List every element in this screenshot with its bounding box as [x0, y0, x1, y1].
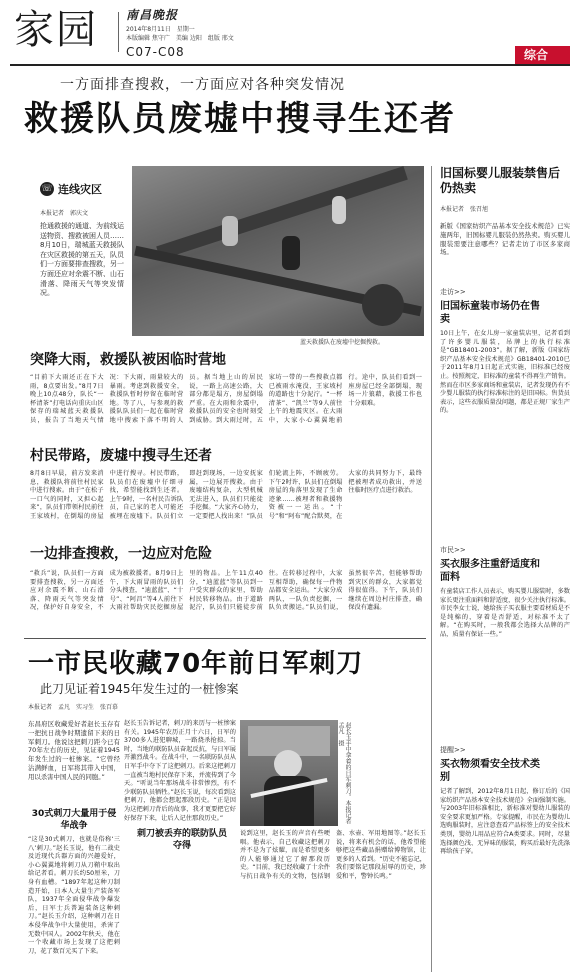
- feature-intro: 东昌府区收藏爱好者赵长玉存有一把抗日战争时期遗留下来的日军刺刀。他说这把刺刀距今已有70年左右的历史，见证着1945年发生过的一桩惨案。“它曾经沾满鲜血，日军将其带入中国，用以杀害中国人民的同胞。”: [28, 720, 120, 781]
- feature-subhead: 此刀见证着1945年发生过的一桩惨案: [40, 682, 239, 696]
- editor-line: 本版编辑 焦守广 美编 边阳 组版 邢文: [126, 35, 234, 42]
- newspaper-logo: 南昌晚报: [126, 8, 179, 22]
- lead-section-body-3: “救兵”说，队员们一方面要排查搜救，另一方面还应对余震不断、山石滑落、降雨天气等突发情况，保护好自身安全，不成为被救援者。8月9日上午，下大雨冒雨的队员们分头搜查，“迪蓝蓝”、“十号”、“阿昌”等4人前往下大雨社帮助灾民挖掘房屋里的物品。上午11点40分，“迪蓝蓝”等队员到一户受灾群众的家里，帮助村民转移物品。由于道路泥泞，队员们只能徒步前往。在转移过程中，大家互相帮助，确保每一件物品都安全运出。“大家分成两队，一队负责挖掘，一队负责搬运。”队员们说，虽然很辛苦，但能够帮助到灾区的群众，大家都觉得很值得。下午，队员们继续在周边村庄排查，确保没有遗漏。: [30, 570, 422, 612]
- lead-photo: [132, 166, 424, 336]
- lead-section-title-2: 村民带路，废墟中搜寻生还者: [30, 448, 212, 464]
- phone-icon: ☏: [41, 184, 53, 194]
- report-badge-label: 连线灾区: [58, 183, 102, 196]
- feature-photo-caption: 赵长玉手中拿着的日军刺刀。本报记者 孟凡 摄: [337, 722, 351, 830]
- feature-section-title-2: 刺刀被丢弃的联防队员夺得: [136, 826, 228, 854]
- feature-col3-text: 说到这里，赵长玉的声音有些哽咽。他表示，自己收藏这把刺刀并不是为了炫耀，而是希望更多的人能够通过它了解那段历史。“目前，我已经收藏了十余件与抗日战争有关的文物，包括钢盔、水壶、军用地图等。”赵长玉说，将来有机会的话，他希望能够把这些藏品捐赠给博物馆，让更多的人看到。“历史不能忘记，我们要铭记那段屈辱的历史，珍爱和平，警钟长鸣。”: [240, 830, 426, 880]
- sidebar-title-2: 买衣服多注重舒适度和面料: [440, 559, 540, 583]
- sidebar-title-3: 买衣物须看安全技术类别: [440, 759, 540, 783]
- lead-bottom-rule: [24, 638, 426, 639]
- section-tag-label: 综合: [524, 48, 549, 62]
- sidebar-body-3: 记者了解到，2012年8月1日起，修订后的《国家纺织产品基本安全技术规范》全面强制实施。与2003年旧标准相比，新标准对婴幼儿服装的安全要求更加严格。专家提醒，市民在为婴幼儿选购服装时，应注意查看产品标签上的安全技术类别，婴幼儿用品应符合A类要求。同时，尽量选择颜色浅、无异味的服装，购买后最好先洗涤再给孩子穿。: [440, 788, 570, 856]
- lead-section-title-1: 突降大雨，救援队被困临时营地: [30, 352, 226, 368]
- sidebar-tag-1: 走访>>: [440, 288, 466, 296]
- feature-photo: [240, 720, 338, 826]
- section-tag: [515, 46, 570, 64]
- lead-headline: 救援队员废墟中搜寻生还者: [24, 99, 456, 139]
- sidebar-tag-3: 提醒>>: [440, 746, 466, 754]
- sidebar-tag-2: 市民>>: [440, 546, 466, 554]
- section-title: 家园: [14, 7, 98, 53]
- lead-intro: 抢通救援的通道、为前线运送物资、搜救被困人员……8月10日，瑞城蓝天救援队在灾区救援的第五天，队员们一方面要排查搜救，另一方面还应对余震不断、山石滑落、降雨天气等突发情况。: [40, 222, 124, 298]
- sidebar: [436, 166, 574, 972]
- sidebar-intro: 新版《国家纺织产品基本安全技术规范》已实施两年，旧国标婴儿服装仍然热卖。购买婴儿服装需要注意哪些？记者走访了市区多家商场。: [440, 222, 570, 257]
- feature-section-body-1: “这是30式刺刀，也就是俗称‘三八’刺刀。”赵长玉说，他有二战史及近现代兵器方面的兴趣爱好，小心翼翼地将刺刀从刀鞘中取出给记者看。刺刀长约50厘米，刀身有血槽。“1897年起这种刀制造开始，日本人大量生产装备军队，1937年全面侵华战争爆发后，日军士兵普遍装备这种刺刀。”赵长玉介绍，这种刺刀在日本侵华战争中大量使用，杀害了无数中国人。2002年秋天，他在一个收藏市场上发现了这把刺刀，花了数百元买了下来。: [28, 836, 120, 955]
- feature-col2-text: 赵长玉告诉记者，刺刀的来历与一桩惨案有关。1945年农历正月十六日，日军的3700多人进犯聊城，一路烧杀抢掠。当时，当地的联防队员奋起反抗，与日军展开激烈战斗。在战斗中，一名联防队员从日军手中夺下了这把刺刀。后来这把刺刀一直被当地村民保存下来，并流传到了今天。“听说当年那场战斗非常惨烈，有不少联防队员牺牲。”赵长玉说，每次看到这把刺刀，他都会想起那段历史。“正是因为这把刺刀背后的故事，我才更要把它好好保存下来，让后人记住那段历史。”: [124, 720, 236, 822]
- page-number: C07-C08: [126, 45, 185, 59]
- sidebar-divider: [431, 166, 432, 972]
- sidebar-body-2: 有童装店工作人员表示，购买婴儿服装时，多数家长更注重面料和舒适度，很少关注执行标准。市民李女士说，她给孩子买衣服主要看材质是不是纯棉的，穿着是否舒适，对标准不太了解。“在购买时，一般我都会选择大品牌的产品，质量有保证一些。”: [440, 588, 570, 638]
- lead-kicker: 一方面排查搜救，一方面应对各种突发情况: [60, 77, 345, 93]
- lead-photo-caption: 蓝天救援队在废墟中挖掘搜救。: [300, 339, 385, 346]
- date-line: 2014年8月11日 星期一: [126, 26, 195, 33]
- feature-byline: 本报记者 孟凡 实习生 张百慕: [28, 704, 119, 711]
- sidebar-byline: 本报记者 张召旭: [440, 206, 489, 213]
- masthead: [0, 0, 580, 66]
- report-badge: [40, 182, 120, 198]
- lead-section-title-3: 一边排查搜救，一边应对危险: [30, 546, 212, 562]
- lead-section-body-1: “目前下大雨还正在下大雨，8点要出发。”8月7日晚上10点48分，队长“一杯清茶”打电话向重庆山区保存的瑞城蓝天救援队员，报告了当地天气情况：下大雨，雨量较大的暴雨。考虑到救援安全，救援队暂时停留在临时营地。等了八，与参观的救援队队员们一起在临时营地中搜索下落不明的人员。据当地上山的居民说，一路上高速公路，大部分都是塌方，房屋倒塌严重。在大雨和余震中，救援队员的安全也时刻受到威胁。到大雨过时，五家坊一带的一些搜救点都已被雨水淹没，王家坡村的道路也十分泥泞。“一杯清茶”、“凯兰”等9人前往上午的地震灾区。在大雨中，大家小心翼翼地前行。途中，队员们看到一座房屋已经全部倒塌，现场一片狼藉，救援工作也十分艰难。: [30, 374, 422, 424]
- feature-headline: 一市民收藏70年前日军刺刀: [28, 649, 364, 679]
- lead-byline: 本报记者 郭庆文: [40, 210, 89, 217]
- lead-section-body-2: 8月8日早晨，前方发来消息，救援队将前往村民家中进行搜索。由于“在松子一口气的同时，又担心起来”，队员们带领村民前往王家坡村，在倒塌的房屋中进行搜寻。村民带路，队员们在废墟中仔细寻找，希望能找到生还者。上午9时，一名村民告诉队员，自己家的老人可能还被埋在废墟下。队员们立即赶到现场，一边安抚家属，一边展开搜救。由于废墟结构复杂，大型机械无法进入，队员们只能徒手挖掘。“大家齐心协力，一定要把人找出来！”队员们轮流上阵，不顾疲劳。下午2时许，队员们在倒塌房屋的角落里发现了生命迹象……被埋者和救援物资被一一运出。“十号”和“阿布”配合默契，在大家的共同努力下，最终把被埋者成功救出，并送往临时医疗点进行救治。: [30, 470, 422, 520]
- sidebar-headline: 旧国标婴儿服装禁售后仍热卖: [440, 166, 561, 195]
- feature-section-title-1: 30式刺刀大量用于侵华战争: [31, 809, 117, 831]
- masthead-rule: [10, 64, 570, 66]
- sidebar-title-1: 旧国标童装市场仍在售卖: [440, 301, 540, 325]
- sidebar-body-1: 10日上午，在女儿房一家童装店里，记者看到了许多婴儿服装，吊牌上的执行标准是“GB18401-2003”。据了解，新版《国家纺织产品基本安全技术规范》GB18401-2010已于2011年8月1日起正式实施，旧标准已经废止。按照规定，旧标准的童装不得再生产销售。然而在市区多家商场和童装店，记者发现仍有不少婴儿服装的执行标准标注的是旧国标。售货员表示，这些衣服质量没问题，都是正规厂家生产的。: [440, 330, 570, 415]
